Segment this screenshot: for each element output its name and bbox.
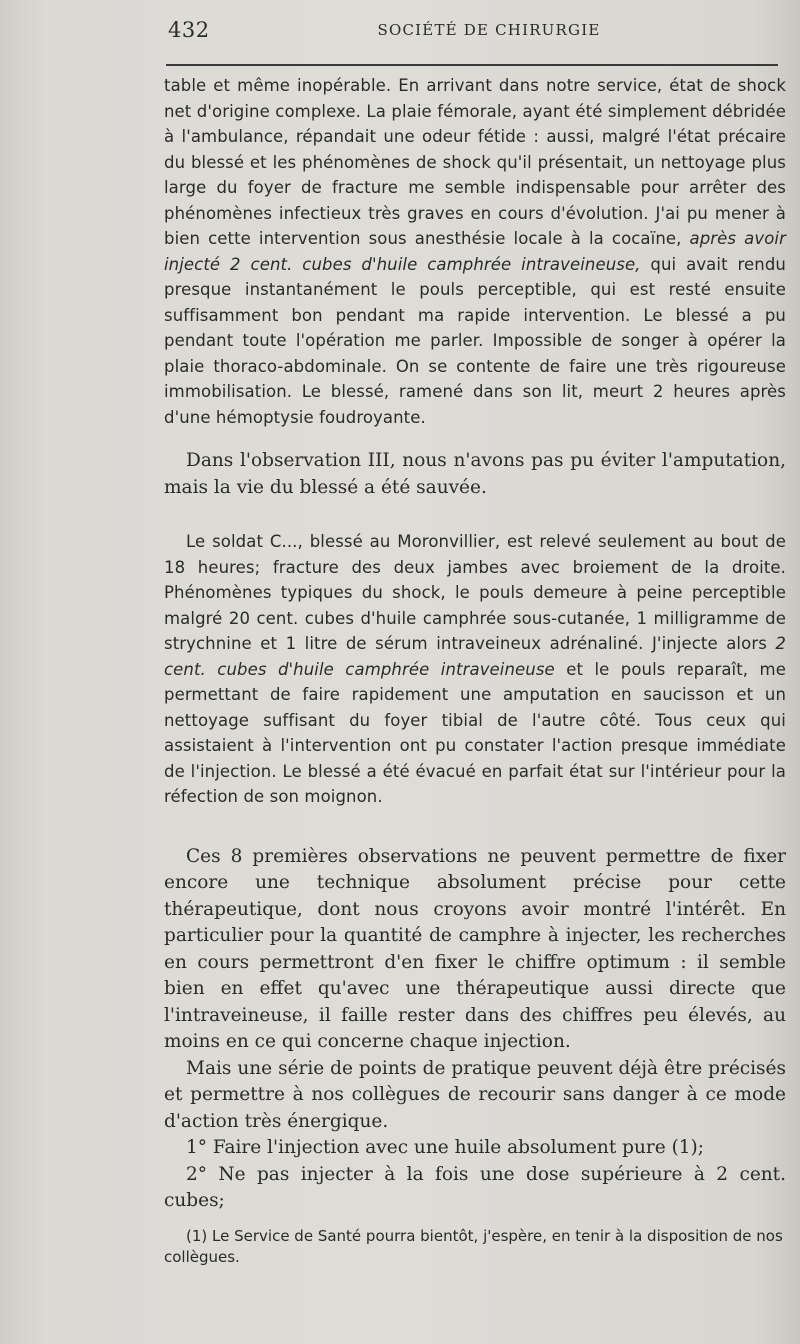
paragraph-text: Le soldat C..., blessé au Moronvillier, est relevé seulement au bout de 18 heures; fracture des deux jambes avec broiement de la droite. Phénomènes typiques du shock, le pouls demeure à peine perceptible malgré 20 cent. cubes d'huile camphrée sous-cutanée, 1 milligramme de strychnine et 1 litre de sérum intraveineux adrénaliné. J'injecte alors: [164, 532, 786, 653]
paragraph-text: qui avait rendu presque instantanément le pouls perceptible, qui est resté ensuite suffisamment bon pendant ma rapide intervention. Le blessé a pu pendant toute l'opération me parler. Impossible de songer à opérer la plaie thoraco-abdominale. On se contente de faire une très rigoureuse immobilisation. Le blessé, ramené dans son lit, meurt 2 heures après d'une hémoptysie foudroyante.: [164, 254, 786, 427]
paragraph-text: table et même inopérable. En arrivant dans notre service, état de shock net d'origine complexe. La plaie fémorale, ayant été simplement débridée à l'ambulance, répandait une odeur fétide : aussi, malgré l'état précaire du blessé et les phénomènes de shock qu'il présentait, un nettoyage plus large du foyer de fracture me semble indispensable pour arrêter des phénomènes infectieux très graves en cours d'évolution. J'ai pu mener à bien cette intervention sous anesthésie locale à la cocaïne,: [164, 76, 786, 248]
paragraph-conclusion: Ces 8 premières observations ne peuvent permettre de fixer encore une technique absolument précise pour cette thérapeutique, dont nous croyons avoir montré l'intérêt. En particulier pour la quantité de camphre à injecter, les recherches en cours permettront d'en fixer le chiffre optimum : il semble bien en effet qu'avec une thérapeutique aussi directe que l'intraveineuse, il faille rester dans des chiffres peu élevés, au moins en ce qui concerne chaque injection.: [164, 845, 786, 1052]
page-header: [168, 18, 780, 44]
page-number: 432: [168, 18, 210, 42]
paragraph-practice: Mais une série de points de pratique peuvent déjà être précisés et permettre à nos collègues de recourir sans danger à ce mode d'action très énergique.: [164, 1057, 786, 1132]
paragraph-observation-iii: Dans l'observation III, nous n'avons pas pu éviter l'amputation, mais la vie du blessé a été sauvée.: [164, 450, 786, 498]
list-item-2: 2° Ne pas injecter à la fois une dose supérieure à 2 cent. cubes;: [164, 1163, 786, 1211]
list-item-1: 1° Faire l'injection avec une huile absolument pure (1);: [186, 1137, 705, 1158]
page-body: [164, 73, 786, 1215]
paragraph-case-continuation: [164, 73, 786, 430]
footnote: (1) Le Service de Santé pourra bientôt, j'espère, en tenir à la disposition de nos collègues.: [164, 1227, 783, 1266]
header-rule: [166, 64, 778, 66]
paragraph-case-soldier: [164, 529, 786, 810]
paragraph-text: et le pouls reparaît, me permettant de faire rapidement une amputation en saucisson et un nettoyage suffisant du foyer tibial de l'autre côté. Tous ceux qui assistaient à l'intervention ont pu constater l'action presque immédiate de l'injection. Le blessé a été évacué en parfait état sur l'intérieur pour la réfection de son moignon.: [164, 659, 786, 806]
paragraph-emphasis: après avoir injecté 2 cent. cubes d'huile camphrée intraveineuse,: [164, 229, 786, 274]
paragraph-emphasis: 2 cent. cubes d'huile camphrée intraveineuse: [164, 634, 786, 679]
running-title: SOCIÉTÉ DE CHIRURGIE: [377, 21, 601, 39]
